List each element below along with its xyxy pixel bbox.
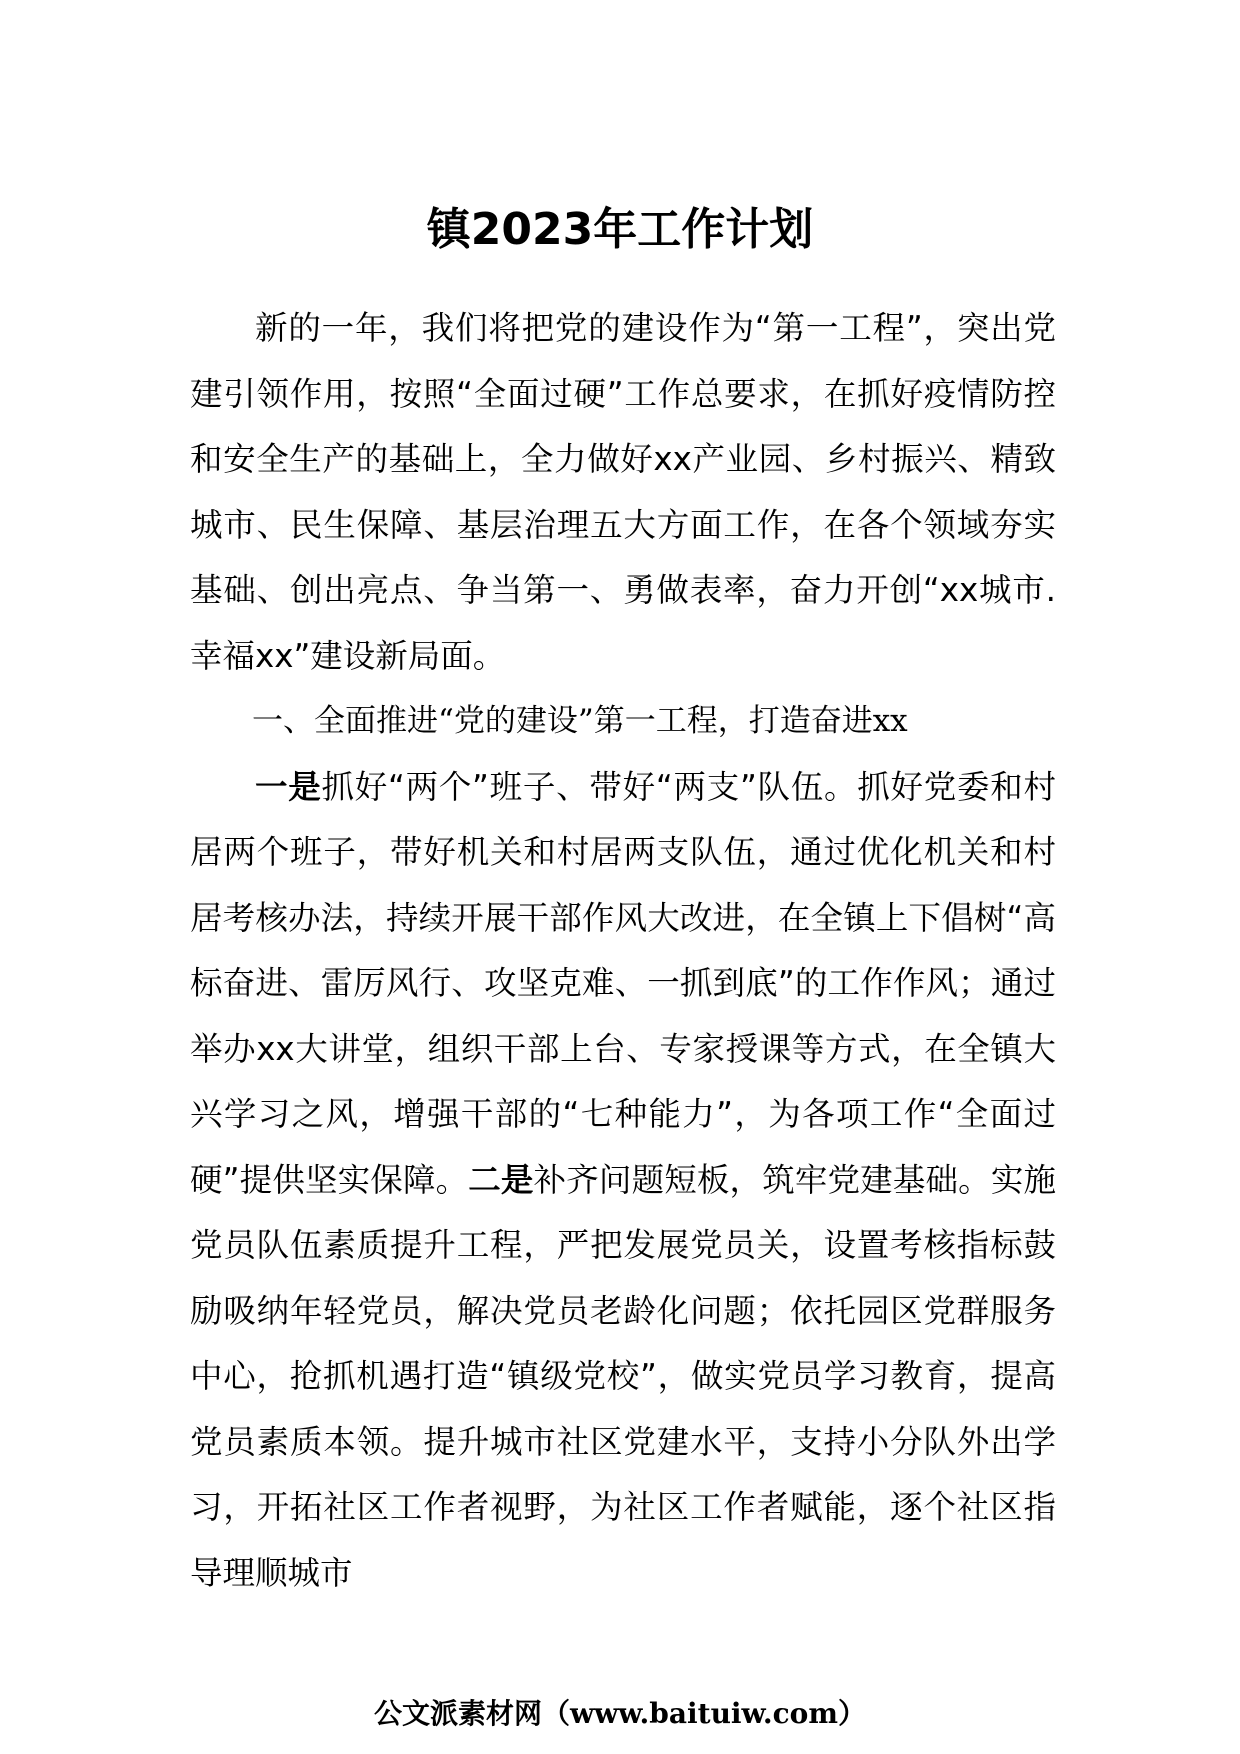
watermark-footer: 公文派素材网（www.baituiw.com）: [374, 1697, 866, 1730]
section-text-two: 补齐问题短板，筑牢党建基础。实施党员队伍素质提升工程，严把发展党员关，设置考核指标鼓励吸纳年轻党员，解决党员老龄化问题；依托园区党群服务中心，抢抓机遇打造“镇级党校”，做实党员学习教育，提高党员素质本领。提升城市社区党建水平，支持小分队外出学习，开拓社区工作者视野，为社区工作者赋能，逐个社区指导理顺城市: [190, 1160, 1056, 1592]
lead-phrase-one: 一是: [255, 767, 322, 806]
document-title: 镇2023年工作计划: [426, 204, 814, 255]
section-paragraph: [190, 755, 1056, 1607]
section-heading: 一、全面推进“党的建设”第一工程，打造奋进xx: [252, 703, 908, 739]
document-body: [190, 296, 1056, 1606]
section-text-one: 抓好“两个”班子、带好“两支”队伍。抓好党委和村居两个班子，带好机关和村居两支队伍，通过优化机关和村居考核办法，持续开展干部作风大改进，在全镇上下倡树“高标奋进、雷厉风行、攻坚克难、一抓到底”的工作作风；通过举办xx大讲堂，组织干部上台、专家授课等方式，在全镇大兴学习之风，增强干部的“七种能力”，为各项工作“全面过硬”提供坚实保障。: [190, 767, 1056, 1199]
lead-phrase-two: 二是: [468, 1160, 534, 1199]
intro-paragraph: 新的一年，我们将把党的建设作为“第一工程”，突出党建引领作用，按照“全面过硬”工作总要求，在抓好疫情防控和安全生产的基础上，全力做好xx产业园、乡村振兴、精致城市、民生保障、基层治理五大方面工作，在各个领域夯实基础、创出亮点、争当第一、勇做表率，奋力开创“xx城市.幸福xx”建设新局面。: [190, 309, 1056, 675]
